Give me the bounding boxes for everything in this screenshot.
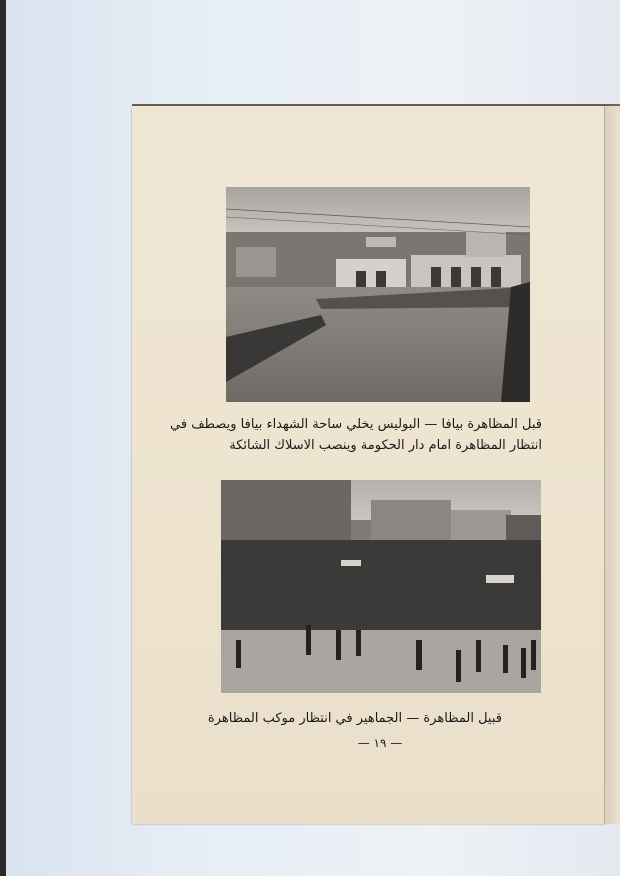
caption-line: انتظار المظاهرة امام دار الحكومة وينصب الاسلاك الشائكة: [229, 438, 542, 453]
photo-police-square: [226, 187, 530, 402]
book-binding-edge: [0, 0, 6, 876]
photo-crowds-waiting-caption: [207, 708, 502, 729]
caption-line: قبيل المظاهرة — الجماهير في انتظار موكب المظاهرة: [207, 711, 502, 726]
caption-line: قبل المظاهرة بيافا — البوليس يخلي ساحة الشهداء بيافا ويصطف في: [170, 417, 542, 432]
photo-crowds-waiting: [221, 480, 541, 693]
next-page-edge: [604, 106, 620, 824]
page-number: — ١٩ —: [357, 736, 403, 750]
photo-police-square-caption: [170, 414, 542, 456]
